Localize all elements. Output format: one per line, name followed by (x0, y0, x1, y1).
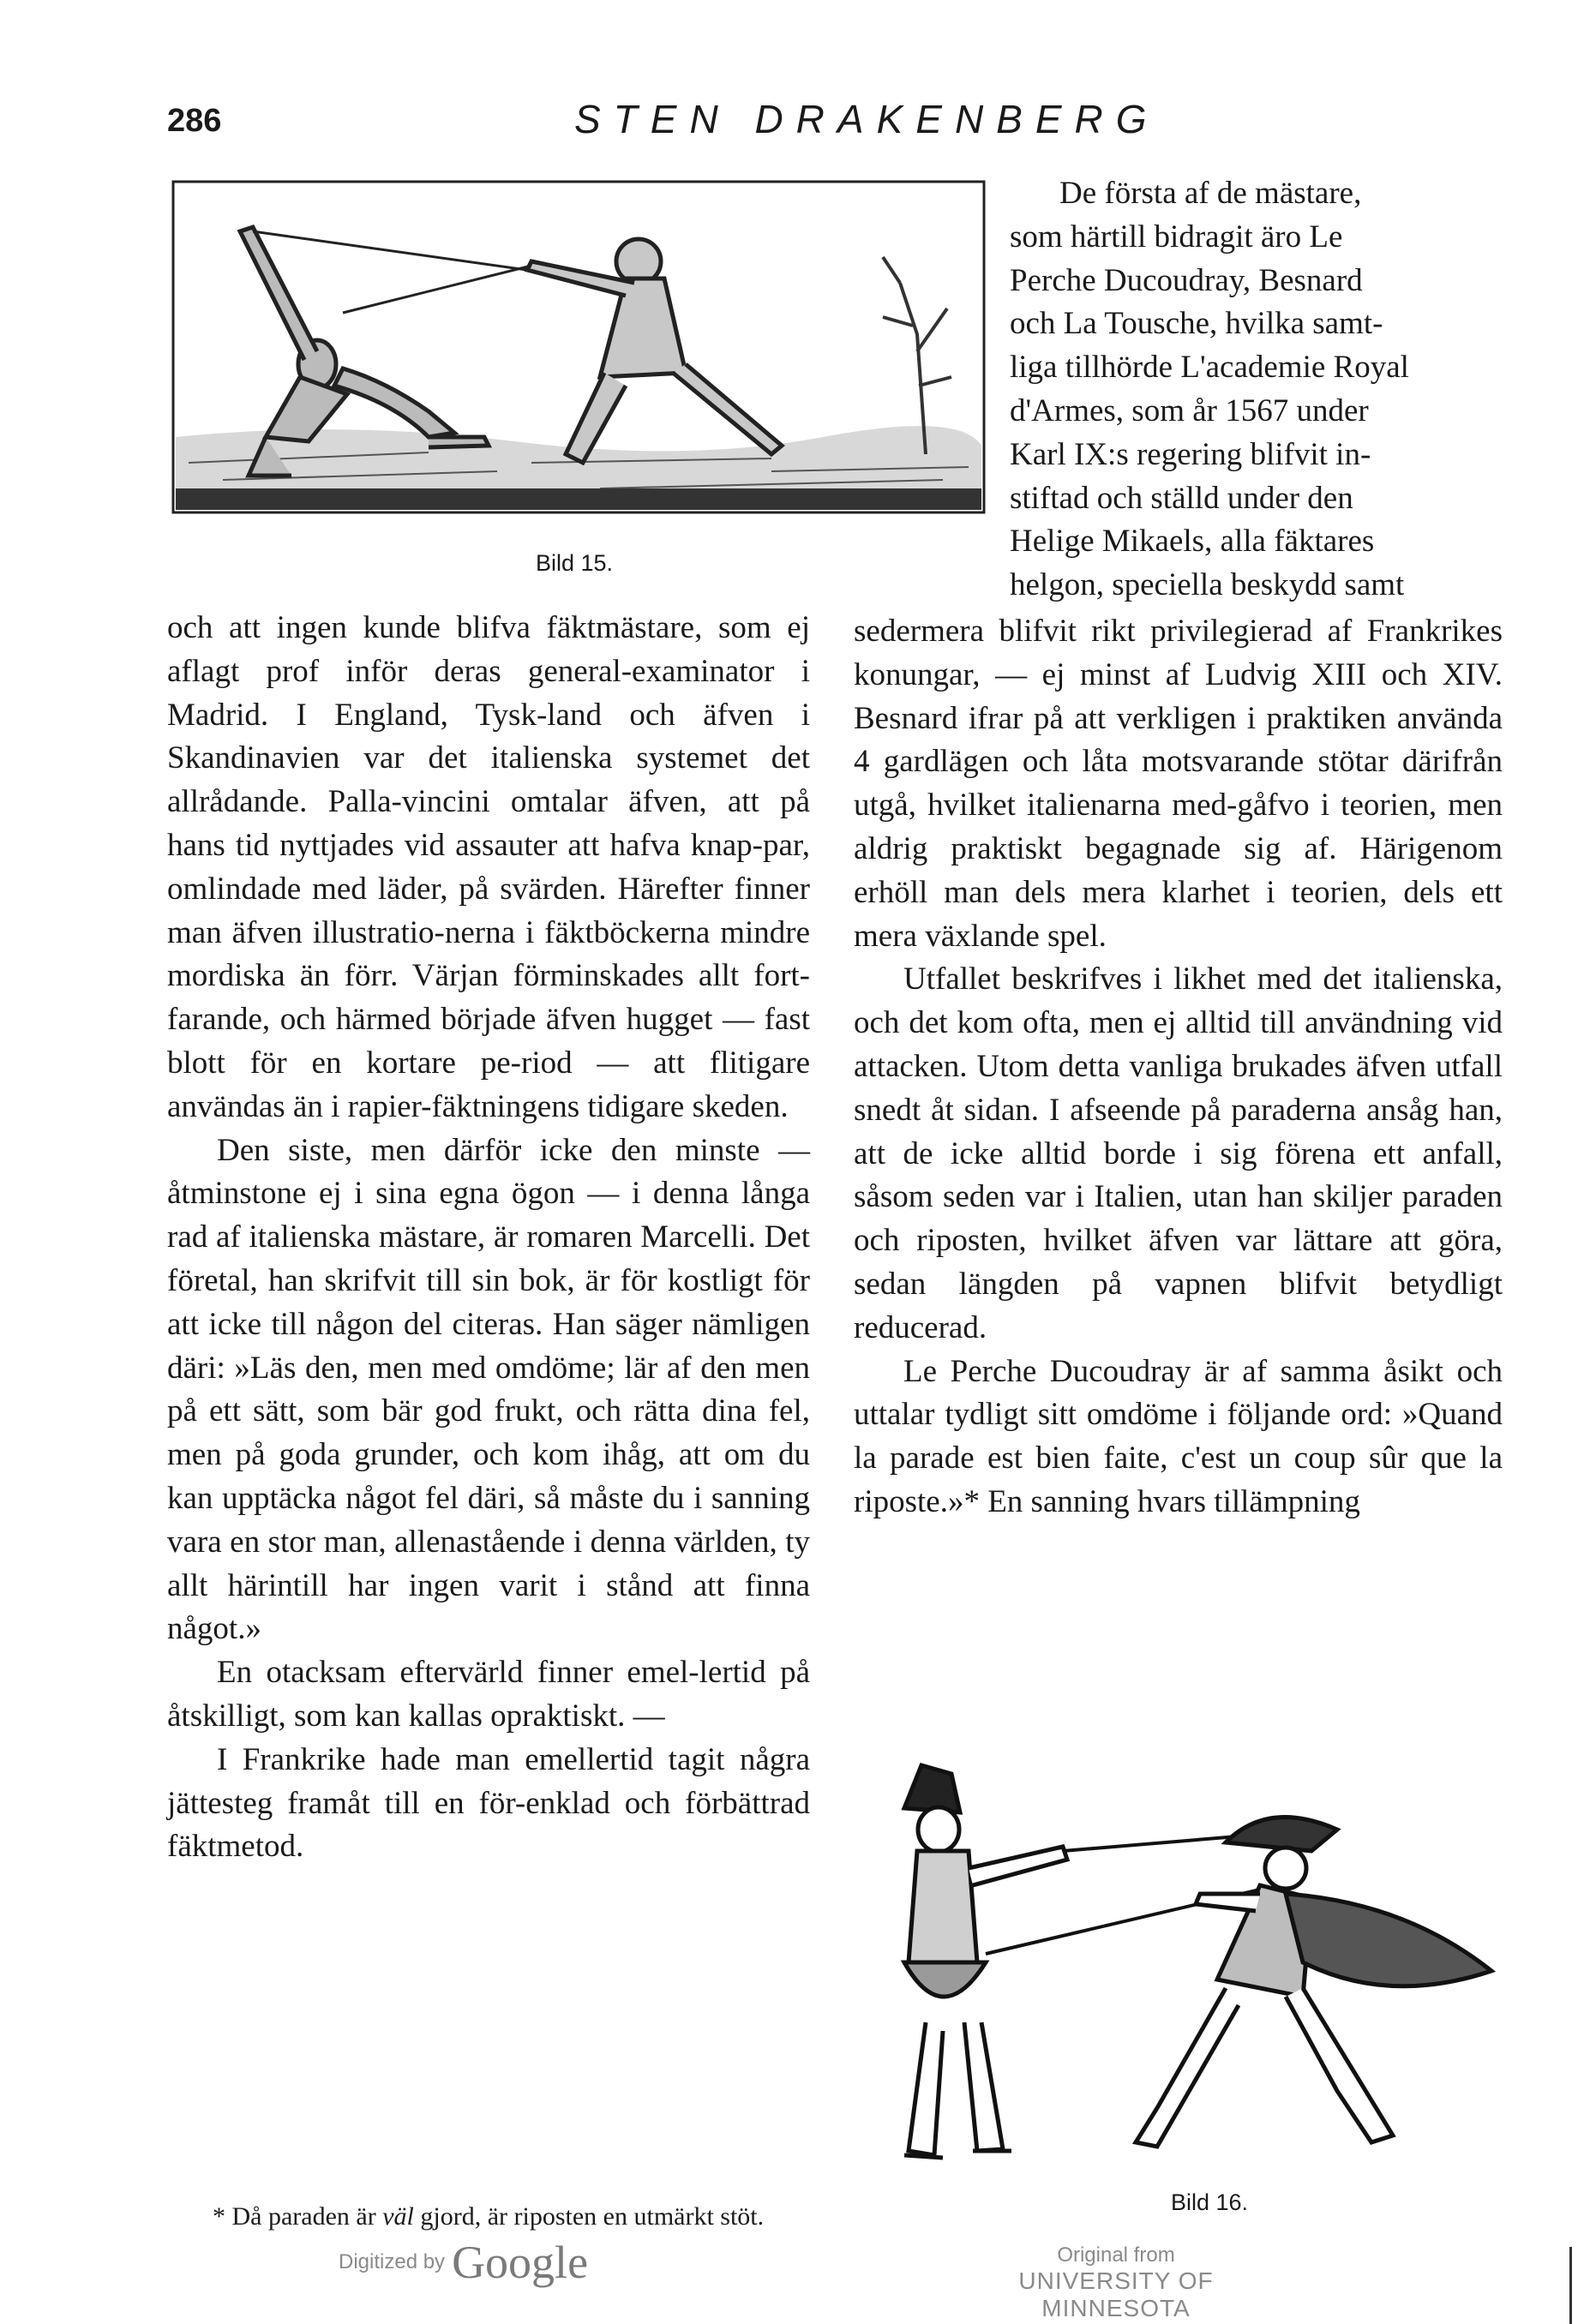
digitized-by-label: Digitized by (339, 2250, 446, 2273)
paragraph: Utfallet beskrifves i likhet med det italienska, och det kom ofta, men ej alltid till användning vid attacken. Utom detta vanliga brukades äfven utfall snedt åt sidan. I afseende på paraderna ansåg han, att de icke alltid borde i sig förena ett anfall, såsom seden var i Italien, utan han skiljer paraden och riposten, hvilket äfven var lättare att göra, sedan längden på vapnen blifvit betydligt reducerad. (854, 961, 1503, 1345)
footnote (213, 2202, 764, 2231)
paragraph: I Frankrike hade man emellertid tagit några jättesteg framåt till en för-enklad och förbättrad fäktmetod. (167, 1741, 810, 1865)
footnote-marker: * (213, 2202, 225, 2231)
paragraph: och att ingen kunde blifva fäktmästare, som ej aflagt prof inför deras general-examinator i Madrid. I England, Tysk-land och äfven i Skandinavien var det italienska systemet det allrådande. Palla-vincini omtalar äfven, att på hans tid nyttjades vid assauter att hafva knap-par, omlindade med läder, på svärden. Härefter finner man äfven illustratio-nerna i fäktböckerna mindre mordiska än förr. Värjan förminskades allt fort-farande, och härmed började äfven hugget — fast blott för en kortare pe-riod — att flitigare användas än i rapier-fäktningens tidigare skeden. (167, 610, 810, 1124)
left-column (167, 607, 810, 1869)
footnote-emphasis: väl (382, 2202, 414, 2231)
page-edge-mark (1569, 2247, 1584, 2324)
paragraph: sedermera blifvit rikt privilegierad af Frankrikes konungar, — ej minst af Ludvig XIII och XIV. Besnard ifrar på att verkligen i praktiken använda 4 gardlägen och låta motsvarande stötar därifrån utgå, hvilket italienarna med-gåfvo i teorien, men aldrig praktiskt begagnade sig af. Härigenom erhöll man dels mera klarhet i teorien, dels ett mera växlande spel. (854, 614, 1503, 954)
intro-line: d'Armes, som år 1567 under (1010, 392, 1369, 428)
intro-line: stiftad och ställd under den (1010, 480, 1353, 516)
right-column (854, 610, 1503, 1524)
intro-line: Helige Mikaels, alla fäktares (1010, 524, 1375, 560)
intro-line: Perche Ducoudray, Besnard (1010, 262, 1363, 298)
figure-16-illustration (857, 1748, 1530, 2211)
paragraph: Le Perche Ducoudray är af samma åsikt och uttalar tydligt sitt omdöme i följande ord: »Quand la parade est bien faite, c'est un coup sûr que la riposte.»* En sanning hvars tillämpning (854, 1353, 1503, 1519)
running-title: STEN DRAKENBERG (574, 97, 1160, 141)
page-number: 286 (167, 103, 222, 139)
footnote-text-before: Då paraden är (231, 2202, 376, 2231)
original-source-watermark (962, 2243, 1270, 2322)
intro-line: som härtill bidragit äro Le (1010, 219, 1343, 255)
google-logo: Google (452, 2237, 589, 2288)
figure-16-caption: Bild 16. (1171, 2189, 1249, 2215)
figure-15-caption: Bild 15. (536, 550, 614, 576)
intro-line: Karl IX:s regering blifvit in- (1010, 436, 1371, 472)
intro-line: De första af de mästare, (1059, 176, 1362, 211)
digitized-by-google-watermark (339, 2237, 588, 2288)
intro-line: och La Tousche, hvilka samt- (1010, 306, 1383, 342)
intro-line: liga tillhörde L'academie Royal (1010, 350, 1409, 386)
paragraph: En otacksam eftervärld finner emel-lertid på åtskilligt, som kan kallas opraktiskt. — (167, 1655, 810, 1734)
footnote-text-after: gjord, är riposten en utmärkt stöt. (420, 2202, 765, 2231)
university-label: UNIVERSITY OF MINNESOTA (1018, 2267, 1214, 2321)
original-from-label: Original from (1057, 2243, 1175, 2267)
intro-line: helgon, speciella beskydd samt (1010, 567, 1405, 603)
paragraph: Den siste, men därför icke den minste — åtminstone ej i sina egna ögon — i denna långa rad af italienska mästare, är romaren Marcelli. Det företal, han skrifvit till sin bok, är för kostligt för att icke till någon del citeras. Han säger nämligen däri: »Läs den, men med omdöme; lär af den men på ett sätt, som bär god frukt, och rätta dina fel, men på goda grunder, och kom ihåg, att om du kan upptäcka något fel däri, så måste du i sanning vara en stor man, allenastående i denna världen, ty allt härintill har ingen varit i stånd att finna något.» (167, 1132, 810, 1647)
right-intro-text (1010, 172, 1503, 608)
figure-15-illustration (171, 180, 986, 514)
